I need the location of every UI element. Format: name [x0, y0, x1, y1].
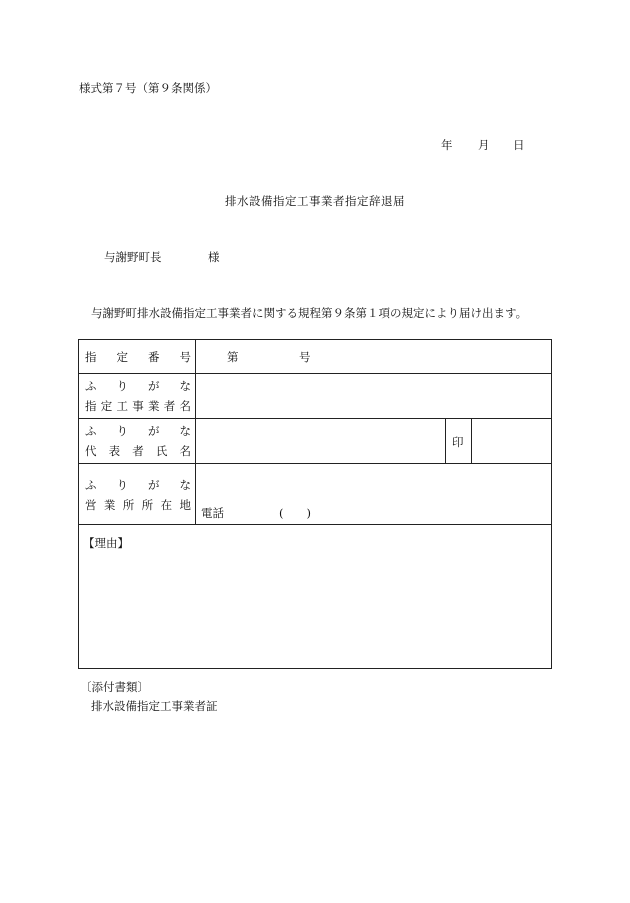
label-char: 名	[179, 399, 191, 413]
designation-prefix: 第	[227, 350, 239, 364]
row-divider	[79, 373, 551, 374]
label-char: 地	[179, 498, 191, 512]
seal-mark: 印	[452, 435, 464, 449]
date-year: 年	[441, 138, 453, 152]
label-char: 所	[122, 498, 135, 512]
label-char: な	[179, 424, 191, 438]
seal-column-divider	[471, 418, 472, 463]
label-char: 業	[103, 498, 116, 512]
label-char: 業	[148, 399, 160, 413]
label-char: 定	[100, 399, 113, 413]
designation-suffix: 号	[299, 350, 311, 364]
label-char: 氏	[155, 444, 168, 458]
seal-column-divider	[445, 418, 446, 463]
label-char: ふ	[85, 424, 97, 438]
addressee-honorific: 様	[208, 250, 220, 264]
label-char: 工	[116, 399, 128, 413]
label-char: 表	[108, 444, 121, 458]
label-char: 名	[179, 444, 191, 458]
label-char: な	[179, 478, 191, 492]
document-title: 排水設備指定工事業者指定辞退届	[225, 194, 405, 208]
label-char: 号	[179, 350, 191, 364]
label-column-divider	[195, 340, 196, 524]
label-char: 者	[132, 444, 144, 458]
phone-parens: ( )	[279, 506, 311, 520]
contractor-name-label	[85, 398, 191, 414]
reason-label: 【理由】	[83, 536, 129, 550]
date-month: 月	[478, 138, 490, 152]
label-char: ふ	[85, 478, 97, 492]
label-char: 営	[85, 498, 97, 512]
label-char: ふ	[85, 379, 97, 393]
form-number: 様式第７号（第９条関係）	[79, 81, 217, 95]
label-char: 指	[85, 350, 97, 364]
designation-number-label	[85, 349, 191, 365]
date-day: 日	[513, 138, 525, 152]
label-char: り	[116, 424, 128, 438]
label-char: 番	[148, 350, 160, 364]
statement-text: 与謝野町排水設備指定工事業者に関する規程第９条第１項の規定により届け出ます。	[91, 306, 528, 320]
label-char: 代	[85, 444, 97, 458]
attachment-item: 排水設備指定工事業者証	[91, 699, 218, 713]
row-divider	[79, 463, 551, 464]
label-char: 在	[160, 498, 173, 512]
label-char: が	[148, 478, 160, 492]
representative-name-label	[85, 443, 191, 459]
application-table	[78, 339, 552, 669]
label-char: 指	[85, 399, 97, 413]
office-furigana-label	[85, 477, 191, 493]
office-address-label	[85, 497, 191, 513]
label-char: が	[148, 424, 160, 438]
attachments-heading: 〔添付書類〕	[80, 680, 149, 694]
label-char: 所	[141, 498, 154, 512]
label-char: 事	[132, 399, 144, 413]
addressee-name: 与謝野町長	[104, 250, 162, 264]
contractor-furigana-label	[85, 378, 191, 394]
label-char: り	[116, 379, 128, 393]
representative-furigana-label	[85, 423, 191, 439]
label-char: 定	[116, 350, 128, 364]
row-divider	[79, 524, 551, 525]
label-char: が	[148, 379, 160, 393]
label-char: り	[116, 478, 128, 492]
label-char: 者	[163, 399, 176, 413]
row-divider	[79, 418, 551, 419]
label-char: な	[179, 379, 191, 393]
phone-label: 電話	[201, 506, 224, 520]
